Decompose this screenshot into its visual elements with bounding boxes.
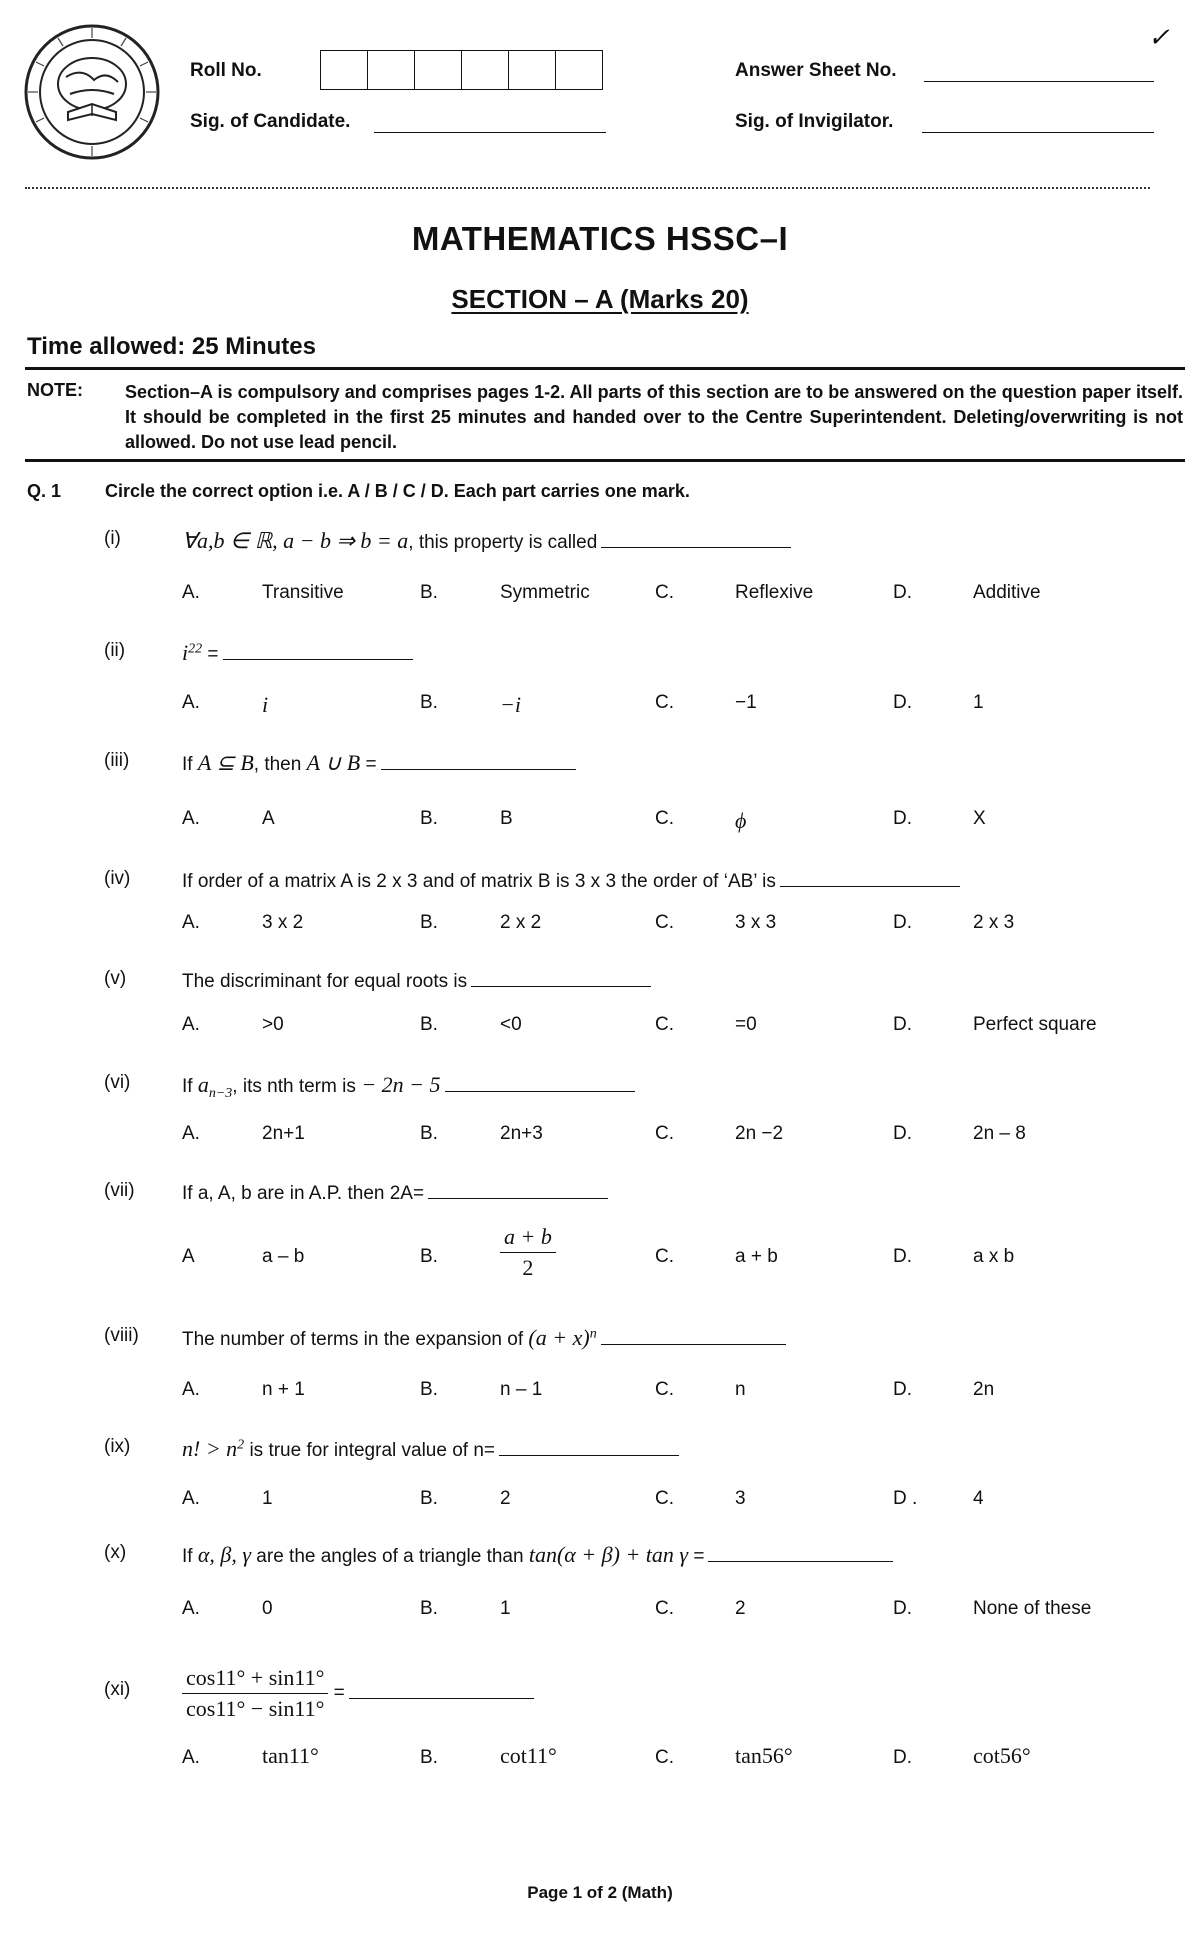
- option-letter: C.: [655, 912, 674, 933]
- answer-blank[interactable]: [349, 1680, 534, 1699]
- option-letter: C.: [655, 1379, 674, 1400]
- answer-blank[interactable]: [223, 641, 413, 660]
- option-value[interactable]: 2n −2: [735, 1123, 784, 1144]
- time-allowed: Time allowed: 25 Minutes: [27, 333, 316, 360]
- answer-blank[interactable]: [381, 751, 576, 770]
- option-letter: A.: [182, 1123, 200, 1144]
- stem-math: α, β, γ: [197, 1542, 252, 1567]
- question-part-number: (vii): [104, 1180, 135, 1201]
- option-value[interactable]: [500, 1224, 556, 1281]
- option-value[interactable]: n – 1: [500, 1379, 543, 1400]
- question-part-number: (iii): [104, 750, 130, 771]
- option-value[interactable]: cot11°: [500, 1743, 557, 1768]
- option-value[interactable]: 3 x 2: [262, 912, 304, 933]
- stem-text: =: [202, 644, 219, 665]
- option-letter: B.: [420, 1598, 438, 1619]
- sig-invigilator-field[interactable]: [922, 112, 1154, 133]
- question-part-number: (ix): [104, 1436, 131, 1457]
- option-value[interactable]: tan56°: [735, 1743, 793, 1768]
- stem-superscript: n: [589, 1326, 597, 1342]
- answer-blank[interactable]: [708, 1543, 893, 1562]
- stem-text: is true for integral value of n=: [244, 1440, 496, 1461]
- question-stem: [182, 1542, 893, 1568]
- stem-text: are the angles of a triangle than: [251, 1546, 529, 1567]
- answer-blank[interactable]: [471, 968, 651, 987]
- divider-dotted: [25, 187, 1150, 189]
- stem-math: A ∪ B: [306, 750, 361, 775]
- stem-text: If order of a matrix A is 2 x 3 and of matrix B is 3 x 3 the order of ‘AB’ is: [182, 871, 776, 892]
- option-value[interactable]: Additive: [973, 582, 1041, 603]
- answer-blank[interactable]: [780, 868, 960, 887]
- stem-text: The discriminant for equal roots is: [182, 971, 468, 992]
- question-stem: [182, 1072, 635, 1102]
- option-value[interactable]: >0: [262, 1014, 284, 1035]
- question-part-number: (ii): [104, 640, 126, 661]
- stem-text: =: [688, 1546, 705, 1567]
- option-letter: C.: [655, 1488, 674, 1509]
- stem-text: If a, A, b are in A.P. then 2A=: [182, 1183, 425, 1204]
- tick-mark: ✓: [1148, 22, 1170, 52]
- section-heading-text: SECTION – A (Marks 20): [451, 284, 749, 314]
- page-footer: Page 1 of 2 (Math): [527, 1883, 673, 1902]
- stem-superscript: 2: [237, 1437, 245, 1453]
- option-letter: C.: [655, 1123, 674, 1144]
- stem-math: n! > n: [182, 1436, 238, 1461]
- option-value[interactable]: <0: [500, 1014, 522, 1035]
- option-value[interactable]: −1: [735, 692, 757, 713]
- section-heading: [0, 284, 1200, 315]
- option-letter: C.: [655, 1598, 674, 1619]
- option-value[interactable]: 1: [262, 1488, 273, 1509]
- stem-math: tan(α + β) + tan γ: [528, 1542, 689, 1567]
- option-letter: C.: [655, 582, 674, 603]
- option-letter: B.: [420, 1747, 438, 1768]
- option-letter: D .: [893, 1488, 918, 1509]
- roll-no-label: Roll No.: [190, 60, 262, 81]
- option-letter: A.: [182, 692, 200, 713]
- stem-math: − 2n − 5: [355, 1072, 441, 1097]
- option-letter: A: [182, 1246, 195, 1267]
- option-value[interactable]: 2: [500, 1488, 511, 1509]
- option-letter: B.: [420, 912, 438, 933]
- question-stem: [182, 1180, 608, 1205]
- stem-subscript: n−3: [208, 1085, 233, 1101]
- divider-top: [25, 367, 1185, 370]
- option-value[interactable]: ϕ: [735, 808, 747, 833]
- option-value[interactable]: cot56°: [973, 1743, 1031, 1768]
- option-value[interactable]: 2n+3: [500, 1123, 543, 1144]
- option-letter: A.: [182, 1014, 200, 1035]
- option-value[interactable]: B: [500, 808, 513, 829]
- stem-text: , this property is called: [408, 532, 598, 553]
- question-stem: [182, 1436, 679, 1462]
- option-value[interactable]: 1: [973, 692, 984, 713]
- question-part-number: (i): [104, 528, 121, 549]
- answer-sheet-label: Answer Sheet No.: [735, 60, 897, 81]
- question-part-number: (iv): [104, 868, 131, 889]
- answer-sheet-field[interactable]: [924, 61, 1154, 82]
- question-part-number: (viii): [104, 1325, 139, 1346]
- option-letter: D.: [893, 582, 912, 603]
- stem-text: =: [328, 1682, 345, 1704]
- option-value[interactable]: n + 1: [262, 1379, 305, 1400]
- fraction-denominator: cos11° − sin11°: [186, 1696, 325, 1721]
- stem-math: a: [197, 1072, 209, 1097]
- roll-no-boxes[interactable]: [320, 50, 603, 90]
- note-text: Section–A is compulsory and comprises pages 1-2. All parts of this section are to be answered on the question paper itself. It should be completed in the first 25 minutes and handed over to the Centre Superintendent. Deleting/overwriting is not allowed. Do not use lead pencil.: [125, 382, 1183, 452]
- option-value[interactable]: −i: [500, 692, 521, 717]
- option-value[interactable]: n: [735, 1379, 746, 1400]
- stem-math: ∀a,b ∈ ℝ, a − b ⇒ b = a: [182, 528, 409, 553]
- question-part-number: (v): [104, 968, 127, 989]
- option-letter: D.: [893, 912, 912, 933]
- stem-text: , its nth term is: [232, 1076, 356, 1097]
- question-stem: [182, 1325, 786, 1351]
- option-letter: D.: [893, 692, 912, 713]
- option-value[interactable]: 3 x 3: [735, 912, 777, 933]
- option-value[interactable]: 2: [735, 1598, 746, 1619]
- stem-text: If: [182, 1546, 198, 1567]
- question-stem: [182, 640, 413, 666]
- roll-digit-box[interactable]: [462, 51, 509, 89]
- option-value[interactable]: Transitive: [262, 582, 344, 603]
- roll-digit-box[interactable]: [368, 51, 415, 89]
- option-value[interactable]: None of these: [973, 1598, 1092, 1619]
- option-letter: D.: [893, 1598, 912, 1619]
- option-letter: A.: [182, 1598, 200, 1619]
- option-letter: D.: [893, 1246, 912, 1267]
- note-label: NOTE:: [27, 380, 83, 400]
- option-value[interactable]: 3: [735, 1488, 746, 1509]
- answer-blank[interactable]: [601, 529, 791, 548]
- option-value[interactable]: tan11°: [262, 1743, 319, 1768]
- option-letter: B.: [420, 692, 438, 713]
- answer-blank[interactable]: [601, 1326, 786, 1345]
- fraction-numerator: cos11° + sin11°: [182, 1665, 328, 1694]
- stem-math: A ⊆ B: [197, 750, 254, 775]
- sig-candidate-field[interactable]: [374, 112, 606, 133]
- page-title: MATHEMATICS HSSC–I: [411, 220, 789, 257]
- stem-text: If: [182, 1076, 198, 1097]
- option-value[interactable]: 2n+1: [262, 1123, 305, 1144]
- option-value[interactable]: Perfect square: [973, 1014, 1097, 1035]
- question-part-number: (xi): [104, 1679, 131, 1700]
- roll-digit-box[interactable]: [509, 51, 556, 89]
- option-letter: B.: [420, 1246, 438, 1267]
- option-letter: A.: [182, 582, 200, 603]
- option-fraction: [500, 1224, 556, 1281]
- option-value[interactable]: 2 x 2: [500, 912, 542, 933]
- option-value[interactable]: a x b: [973, 1246, 1015, 1267]
- option-value[interactable]: 4: [973, 1488, 984, 1509]
- sig-invigilator-label: Sig. of Invigilator.: [735, 111, 894, 132]
- question-number: Q. 1: [27, 481, 62, 501]
- option-letter: D.: [893, 1123, 912, 1144]
- roll-digit-box[interactable]: [321, 51, 368, 89]
- roll-digit-box[interactable]: [556, 51, 602, 89]
- question-part-number: (vi): [104, 1072, 131, 1093]
- fraction-denominator: 2: [522, 1255, 534, 1280]
- option-value[interactable]: 1: [500, 1598, 511, 1619]
- option-value[interactable]: 2n – 8: [973, 1123, 1026, 1144]
- option-letter: C.: [655, 1014, 674, 1035]
- board-seal-logo: [22, 22, 162, 162]
- roll-digit-box[interactable]: [415, 51, 462, 89]
- stem-superscript: 22: [188, 641, 203, 657]
- stem-text: , then: [253, 754, 307, 775]
- option-letter: B.: [420, 582, 438, 603]
- stem-math: i: [182, 640, 189, 665]
- question-instruction: Circle the correct option i.e. A / B / C / D. Each part carries one mark.: [105, 481, 690, 501]
- option-value[interactable]: =0: [735, 1014, 757, 1035]
- option-value[interactable]: Reflexive: [735, 582, 814, 603]
- question-part-number: (x): [104, 1542, 127, 1563]
- option-letter: A.: [182, 912, 200, 933]
- option-letter: C.: [655, 1246, 674, 1267]
- option-letter: B.: [420, 1379, 438, 1400]
- option-letter: D.: [893, 1747, 912, 1768]
- option-value[interactable]: i: [262, 692, 269, 717]
- divider-bottom: [25, 459, 1185, 462]
- option-letter: A.: [182, 1379, 200, 1400]
- answer-blank[interactable]: [445, 1073, 635, 1092]
- option-letter: D.: [893, 1379, 912, 1400]
- option-letter: A.: [182, 1488, 200, 1509]
- question-stem: [182, 528, 791, 554]
- option-letter: C.: [655, 692, 674, 713]
- stem-math: (a + x): [528, 1325, 590, 1350]
- answer-blank[interactable]: [499, 1437, 679, 1456]
- option-value[interactable]: a – b: [262, 1246, 305, 1267]
- stem-text: =: [360, 754, 377, 775]
- option-value[interactable]: Symmetric: [500, 582, 590, 603]
- stem-fraction: [182, 1665, 328, 1722]
- stem-text: The number of terms in the expansion of: [182, 1329, 529, 1350]
- option-letter: A.: [182, 1747, 200, 1768]
- option-letter: A.: [182, 808, 200, 829]
- option-letter: D.: [893, 808, 912, 829]
- option-letter: B.: [420, 1014, 438, 1035]
- fraction-numerator: a + b: [500, 1224, 556, 1253]
- option-value[interactable]: 2 x 3: [973, 912, 1015, 933]
- option-letter: B.: [420, 808, 438, 829]
- option-value[interactable]: X: [973, 808, 986, 829]
- sig-candidate-label: Sig. of Candidate.: [190, 111, 351, 132]
- question-stem: [182, 750, 576, 776]
- option-letter: B.: [420, 1123, 438, 1144]
- option-value[interactable]: 2n: [973, 1379, 995, 1400]
- option-value[interactable]: 0: [262, 1598, 273, 1619]
- option-value[interactable]: A: [262, 808, 275, 829]
- option-value[interactable]: a + b: [735, 1246, 778, 1267]
- question-stem: [182, 968, 651, 993]
- option-letter: C.: [655, 1747, 674, 1768]
- option-letter: D.: [893, 1014, 912, 1035]
- answer-blank[interactable]: [428, 1180, 608, 1199]
- question-stem: [182, 1665, 534, 1722]
- question-stem: [182, 868, 960, 893]
- option-letter: C.: [655, 808, 674, 829]
- option-letter: B.: [420, 1488, 438, 1509]
- stem-text: If: [182, 754, 198, 775]
